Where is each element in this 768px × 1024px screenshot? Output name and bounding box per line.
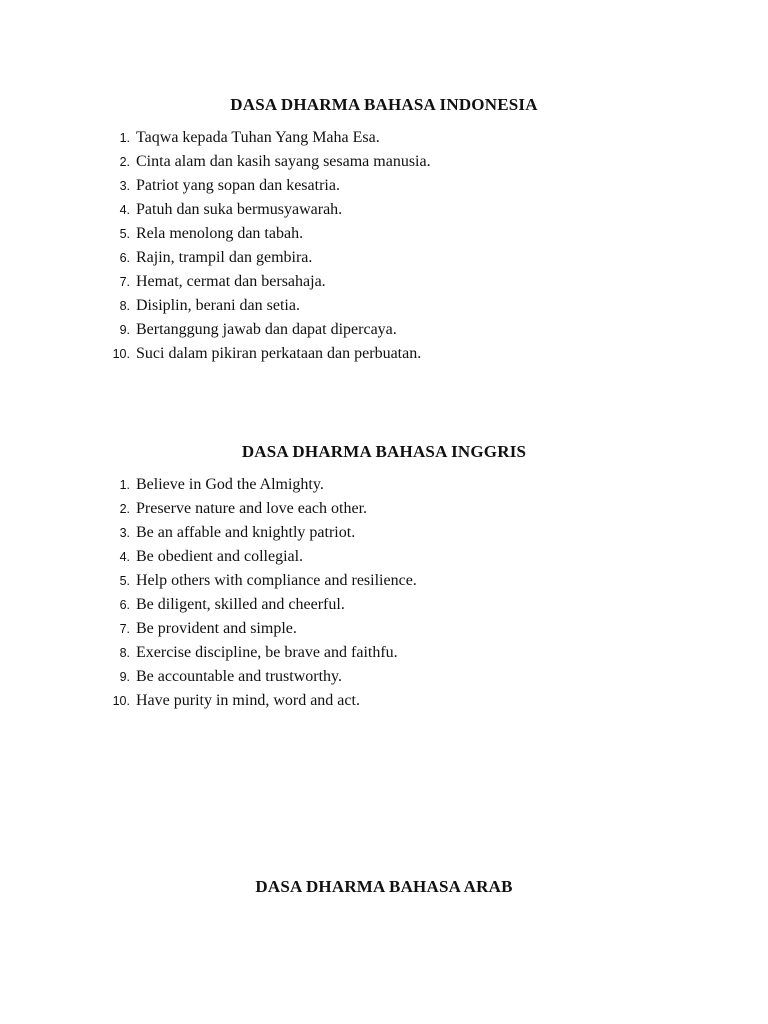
item-number: 4. [119,203,130,217]
item-number: 1. [119,478,130,492]
item-number: 8. [119,299,130,313]
item-text: Patuh dan suka bermusyawarah. [136,201,343,218]
item-text: Be diligent, skilled and cheerful. [136,596,345,613]
numbered-list [0,126,768,366]
list-item [0,617,768,641]
item-text: Exercise discipline, be brave and faithfu. [136,644,398,661]
list-item [0,473,768,497]
section-inggris [0,440,768,713]
item-text: Have purity in mind, word and act. [136,692,360,709]
section-indonesia [0,93,768,366]
list-item [0,318,768,342]
item-number: 5. [119,574,130,588]
item-text: Help others with compliance and resilience. [136,572,417,589]
list-item [0,521,768,545]
item-number: 3. [119,526,130,540]
list-item [0,545,768,569]
list-item [0,126,768,150]
list-item [0,294,768,318]
item-number: 9. [119,670,130,684]
item-number: 1. [119,131,130,145]
section-arab [0,875,768,899]
list-item [0,641,768,665]
list-item [0,569,768,593]
list-item [0,342,768,366]
item-number: 10. [112,347,130,361]
list-item [0,222,768,246]
list-item [0,593,768,617]
item-number: 6. [119,598,130,612]
item-number: 4. [119,550,130,564]
item-number: 6. [119,251,130,265]
item-text: Hemat, cermat dan bersahaja. [136,273,326,290]
item-text: Suci dalam pikiran perkataan dan perbuatan. [136,345,422,362]
list-item [0,665,768,689]
item-number: 7. [119,622,130,636]
item-number: 10. [112,694,130,708]
item-number: 5. [119,227,130,241]
section-heading: DASA DHARMA BAHASA ARAB [255,877,513,896]
item-text: Rajin, trampil dan gembira. [136,249,313,266]
item-text: Rela menolong dan tabah. [136,225,304,242]
item-number: 8. [119,646,130,660]
list-item [0,497,768,521]
list-item [0,689,768,713]
list-item [0,270,768,294]
item-text: Disiplin, berani dan setia. [136,297,300,314]
item-number: 3. [119,179,130,193]
item-text: Bertanggung jawab dan dapat dipercaya. [136,321,397,338]
item-text: Believe in God the Almighty. [136,476,324,493]
item-number: 2. [119,502,130,516]
item-number: 2. [119,155,130,169]
item-text: Be accountable and trustworthy. [136,668,343,685]
item-number: 9. [119,323,130,337]
section-heading: DASA DHARMA BAHASA INDONESIA [230,95,538,114]
list-item [0,246,768,270]
list-item [0,174,768,198]
item-text: Be provident and simple. [136,620,297,637]
numbered-list [0,473,768,713]
item-text: Be obedient and collegial. [136,548,304,565]
list-item [0,198,768,222]
item-text: Patriot yang sopan dan kesatria. [136,177,340,194]
list-item [0,150,768,174]
item-text: Taqwa kepada Tuhan Yang Maha Esa. [136,129,380,146]
section-heading: DASA DHARMA BAHASA INGGRIS [241,442,527,461]
item-text: Cinta alam dan kasih sayang sesama manusia. [136,153,431,170]
item-text: Preserve nature and love each other. [136,500,368,517]
item-number: 7. [119,275,130,289]
item-text: Be an affable and knightly patriot. [136,524,356,541]
